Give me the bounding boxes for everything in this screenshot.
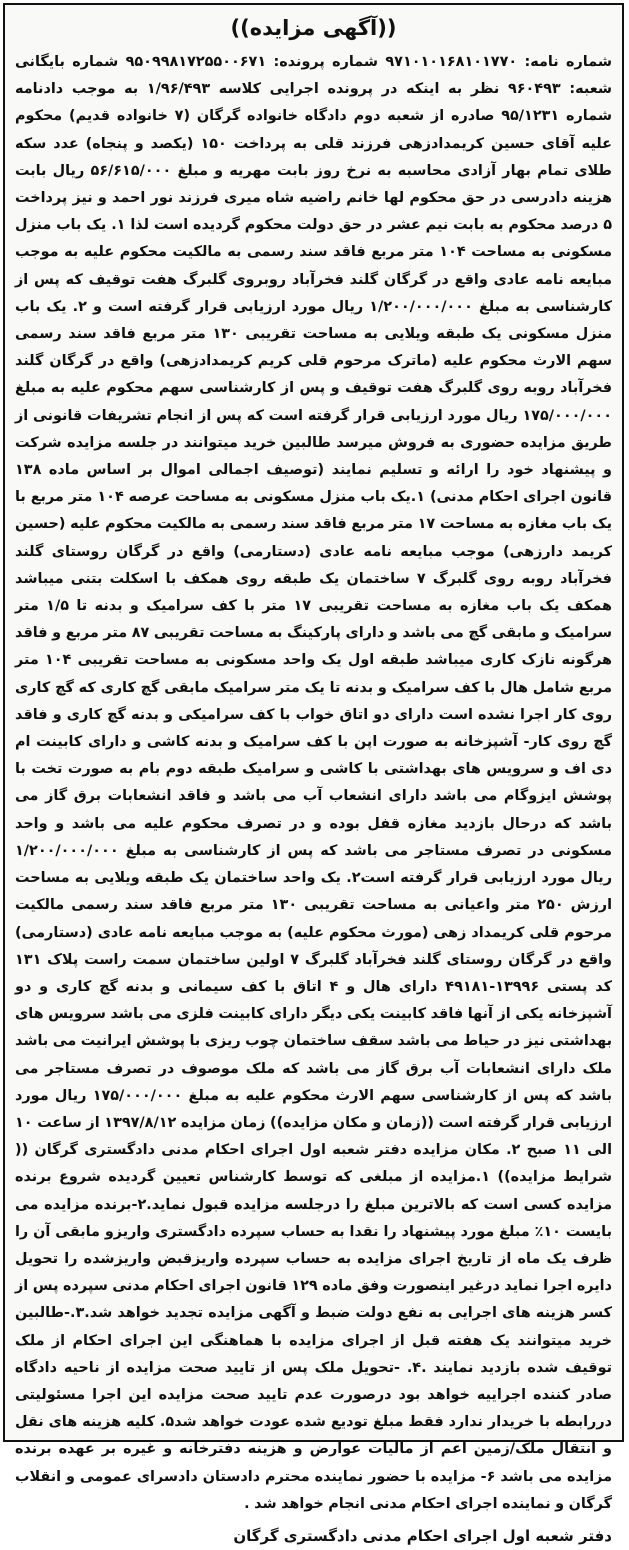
- notice-signature: دفتر شعبه اول اجرای احکام مدنی دادگستری گرگان: [233, 1526, 612, 1545]
- notice-title: ((آگهی مزایده)): [230, 16, 397, 40]
- notice-content: [15, 11, 613, 1545]
- notice-frame: [3, 3, 624, 1545]
- notice-body: شماره نامه: ۹۷۱۰۱۰۱۶۸۱۰۱۷۷۰ شماره پرونده: ۹۵۰۹۹۸۱۷۲۵۵۰۰۶۷۱ شماره بایگانی شعبه: ۹۶۰۴۹۳ نظر به اینکه در پرونده اجرایی کلاسه ۱/۹۶/۴۹۳ به موجب دادنامه شماره ۹۵/۱۲۳۱ صادره از شعبه دوم دادگاه خانواده گرگان (۷ خانواده قدیم) محکوم علیه آقای حسین کریمدادزهی فرزند قلی به پرداخت ۱۵۰ (یکصد و پنجاه) عدد سکه طلای تمام بهار آزادی محاسبه به نرخ روز بابت مهریه و مبلغ ۵۶/۶۱۵/۰۰۰ ریال بابت هزینه دادرسی در حق محکوم لها خانم راضیه شاه میری فرزند نور احمد و نیز پرداخت ۵ درصد محکوم به بابت نیم عشر در حق دولت محکوم گردیده است لذا ۱. یک باب منزل مسکونی به مساحت ۱۰۴ متر مربع فاقد سند رسمی به مالکیت محکوم علیه به موجب مبایعه نامه عادی واقع در گرگان گلند فخرآباد روبروی گلبرگ هفت توقیف که پس از کارشناسی به مبلغ ۱/۲۰۰/۰۰۰/۰۰۰ ریال مورد ارزیابی قرار گرفته است و ۲. یک باب منزل مسکونی یک طبقه ویلایی به مساحت تقریبی ۱۳۰ متر مربع فاقد سند رسمی سهم الارث محکوم علیه (ماترک مرحوم قلی کریم کریمدادزهی) واقع در گرگان گلند فخرآباد روبه روی گلبرگ هفت توقیف و پس از کارشناسی سهم محکوم علیه به مبلغ ۱۷۵/۰۰۰/۰۰۰ ریال مورد ارزیابی قرار گرفته است که پس از انجام تشریفات قانونی از طریق مزایده حضوری به فروش میرسد طالبین خرید میتوانند در جلسه مزایده شرکت و پیشنهاد خود را ارائه و تسلیم نمایند (توصیف اجمالی اموال بر اساس ماده ۱۳۸ قانون اجرای احکام مدنی) ۱.یک باب منزل مسکونی به مساحت عرصه ۱۰۴ متر مربع با یک باب مغازه به مساحت ۱۷ متر مربع فاقد سند رسمی به مالکیت محکوم علیه (حسین کریمد دارزهی) موجب مبایعه نامه عادی (دستارمی) واقع در گرگان روستای گلند فخرآباد روبه روی گلبرگ ۷ ساختمان یک طبقه روی همکف با اسکلت بتنی میباشد همکف یک باب مغازه به مساحت تقریبی ۱۷ متر با کف سرامیک و بدنه تا ۱/۵ متر سرامیک و مابقی گچ می باشد و دارای پارکینگ به مساحت تقریبی ۸۷ متر مربع و فاقد هرگونه نازک کاری میباشد طبقه اول یک واحد مسکونی به مساحت تقریبی ۱۰۴ متر مربع شامل هال با کف سرامیک و بدنه تا یک متر سرامیک مابقی گچ کاری که گچ کاری روی کار اجرا نشده است دارای دو اتاق خواب با کف سرامیکی و بدنه گچ کاری و فاقد گچ روی کار- آشپزخانه به صورت اپن با کف سرامیک و بدنه کاشی و دارای کابینت ام دی اف و سرویس های بهداشتی با کاشی و سرامیک طبقه دوم بام به صورت تخت با پوشش ایزوگام می باشد دارای انشعاب آب می باشد و فاقد انشعابات برق گاز می باشد که درحال بازدید مغازه قفل بوده و در تصرف محکوم علیه می باشد و واحد مسکونی در تصرف مستاجر می باشد که پس از کارشناسی به مبلغ ۱/۲۰۰/۰۰۰/۰۰۰ ریال مورد ارزیابی قرار گرفته است۲. یک واحد ساختمان یک طبقه ویلایی به مساحت ارزش ۲۵۰ متر واعیانی به مساحت تقریبی ۱۳۰ متر مربع فاقد سند رسمی مالکیت مرحوم قلی کریمداد زهی (مورث محکوم علیه) به موجب مبایعه نامه عادی (دستارمی) واقع در گرگان روستای گلند فخرآباد گلبرگ ۷ اولین ساختمان سمت راست پلاک ۱۳۱ کد پستی ۱۳۹۹۶-۴۹۱۸۱ دارای هال و ۴ اتاق با کف سیمانی و بدنه گچ کاری و دو آشپزخانه یکی از آنها فاقد کابینت یکی دیگر دارای کابینت فلزی می باشد سرویس های بهداشتی نیز در حیاط می باشد سقف ساختمان چوب ریزی با پوشش ایرانیت می باشد ملک دارای انشعابات آب برق گاز می باشد که ملک موصوف در تصرف مستاجر می باشد که پس از کارشناسی سهم الارث محکوم علیه به مبلغ ۱۷۵/۰۰۰/۰۰۰ ریال مورد ارزیابی قرار گرفته است ((زمان و مکان مزایده)) زمان مزایده ۱۳۹۷/۸/۱۲ از ساعت ۱۰ الی ۱۱ صبح ۲. مکان مزایده دفتر شعبه اول اجرای احکام مدنی دادگستری گرگان (( شرایط مزایده)) ۱.مزایده از مبلغی که توسط کارشناس تعیین گردیده شروع برنده مزایده کسی است که بالاترین مبلغ را درجلسه مزایده قبول نماید.۲-برنده مزایده می بایست ۱۰٪ مبلغ مورد پیشنهاد را نقدا به حساب سپرده دادگستری واریزو مابقی آن را ظرف یک ماه از تاریخ اجرای مزایده به حساب سپرده واریزقبض واریزشده را تحویل دایره اجرا نماید درغیر اینصورت وفق ماده ۱۲۹ قانون اجرای احکام مدنی سپرده پس از کسر هزینه های اجرایی به نفع دولت ضبط و آگهی مزایده تجدید خواهد شد.۳.-طالبین خرید میتوانند یک هفته قبل از اجرای مزایده با هماهنگی این اجرای احکام از ملک توقیف شده بازدید نمایند .۴. -تحویل ملک پس از تایید صحت مزایده از ناحیه دادگاه صادر کننده اجراییه خواهد بود درصورت عدم تایید صحت مزایده این اجرا مسئولیتی دررابطه با خریدار ندارد فقط مبلغ تودیع شده عودت خواهد شد۵. کلیه هزینه های نقل و انتقال ملک/زمین اعم از مالیات عوارض و هزینه دفترخانه و غیره بر عهده برنده مزایده می باشد ۶- مزایده با حضور نماینده محترم دادستان دادسرای عمومی و انقلاب گرگان و نماینده اجرای احکام مدنی انجام خواهد شد .: [15, 54, 613, 1512]
